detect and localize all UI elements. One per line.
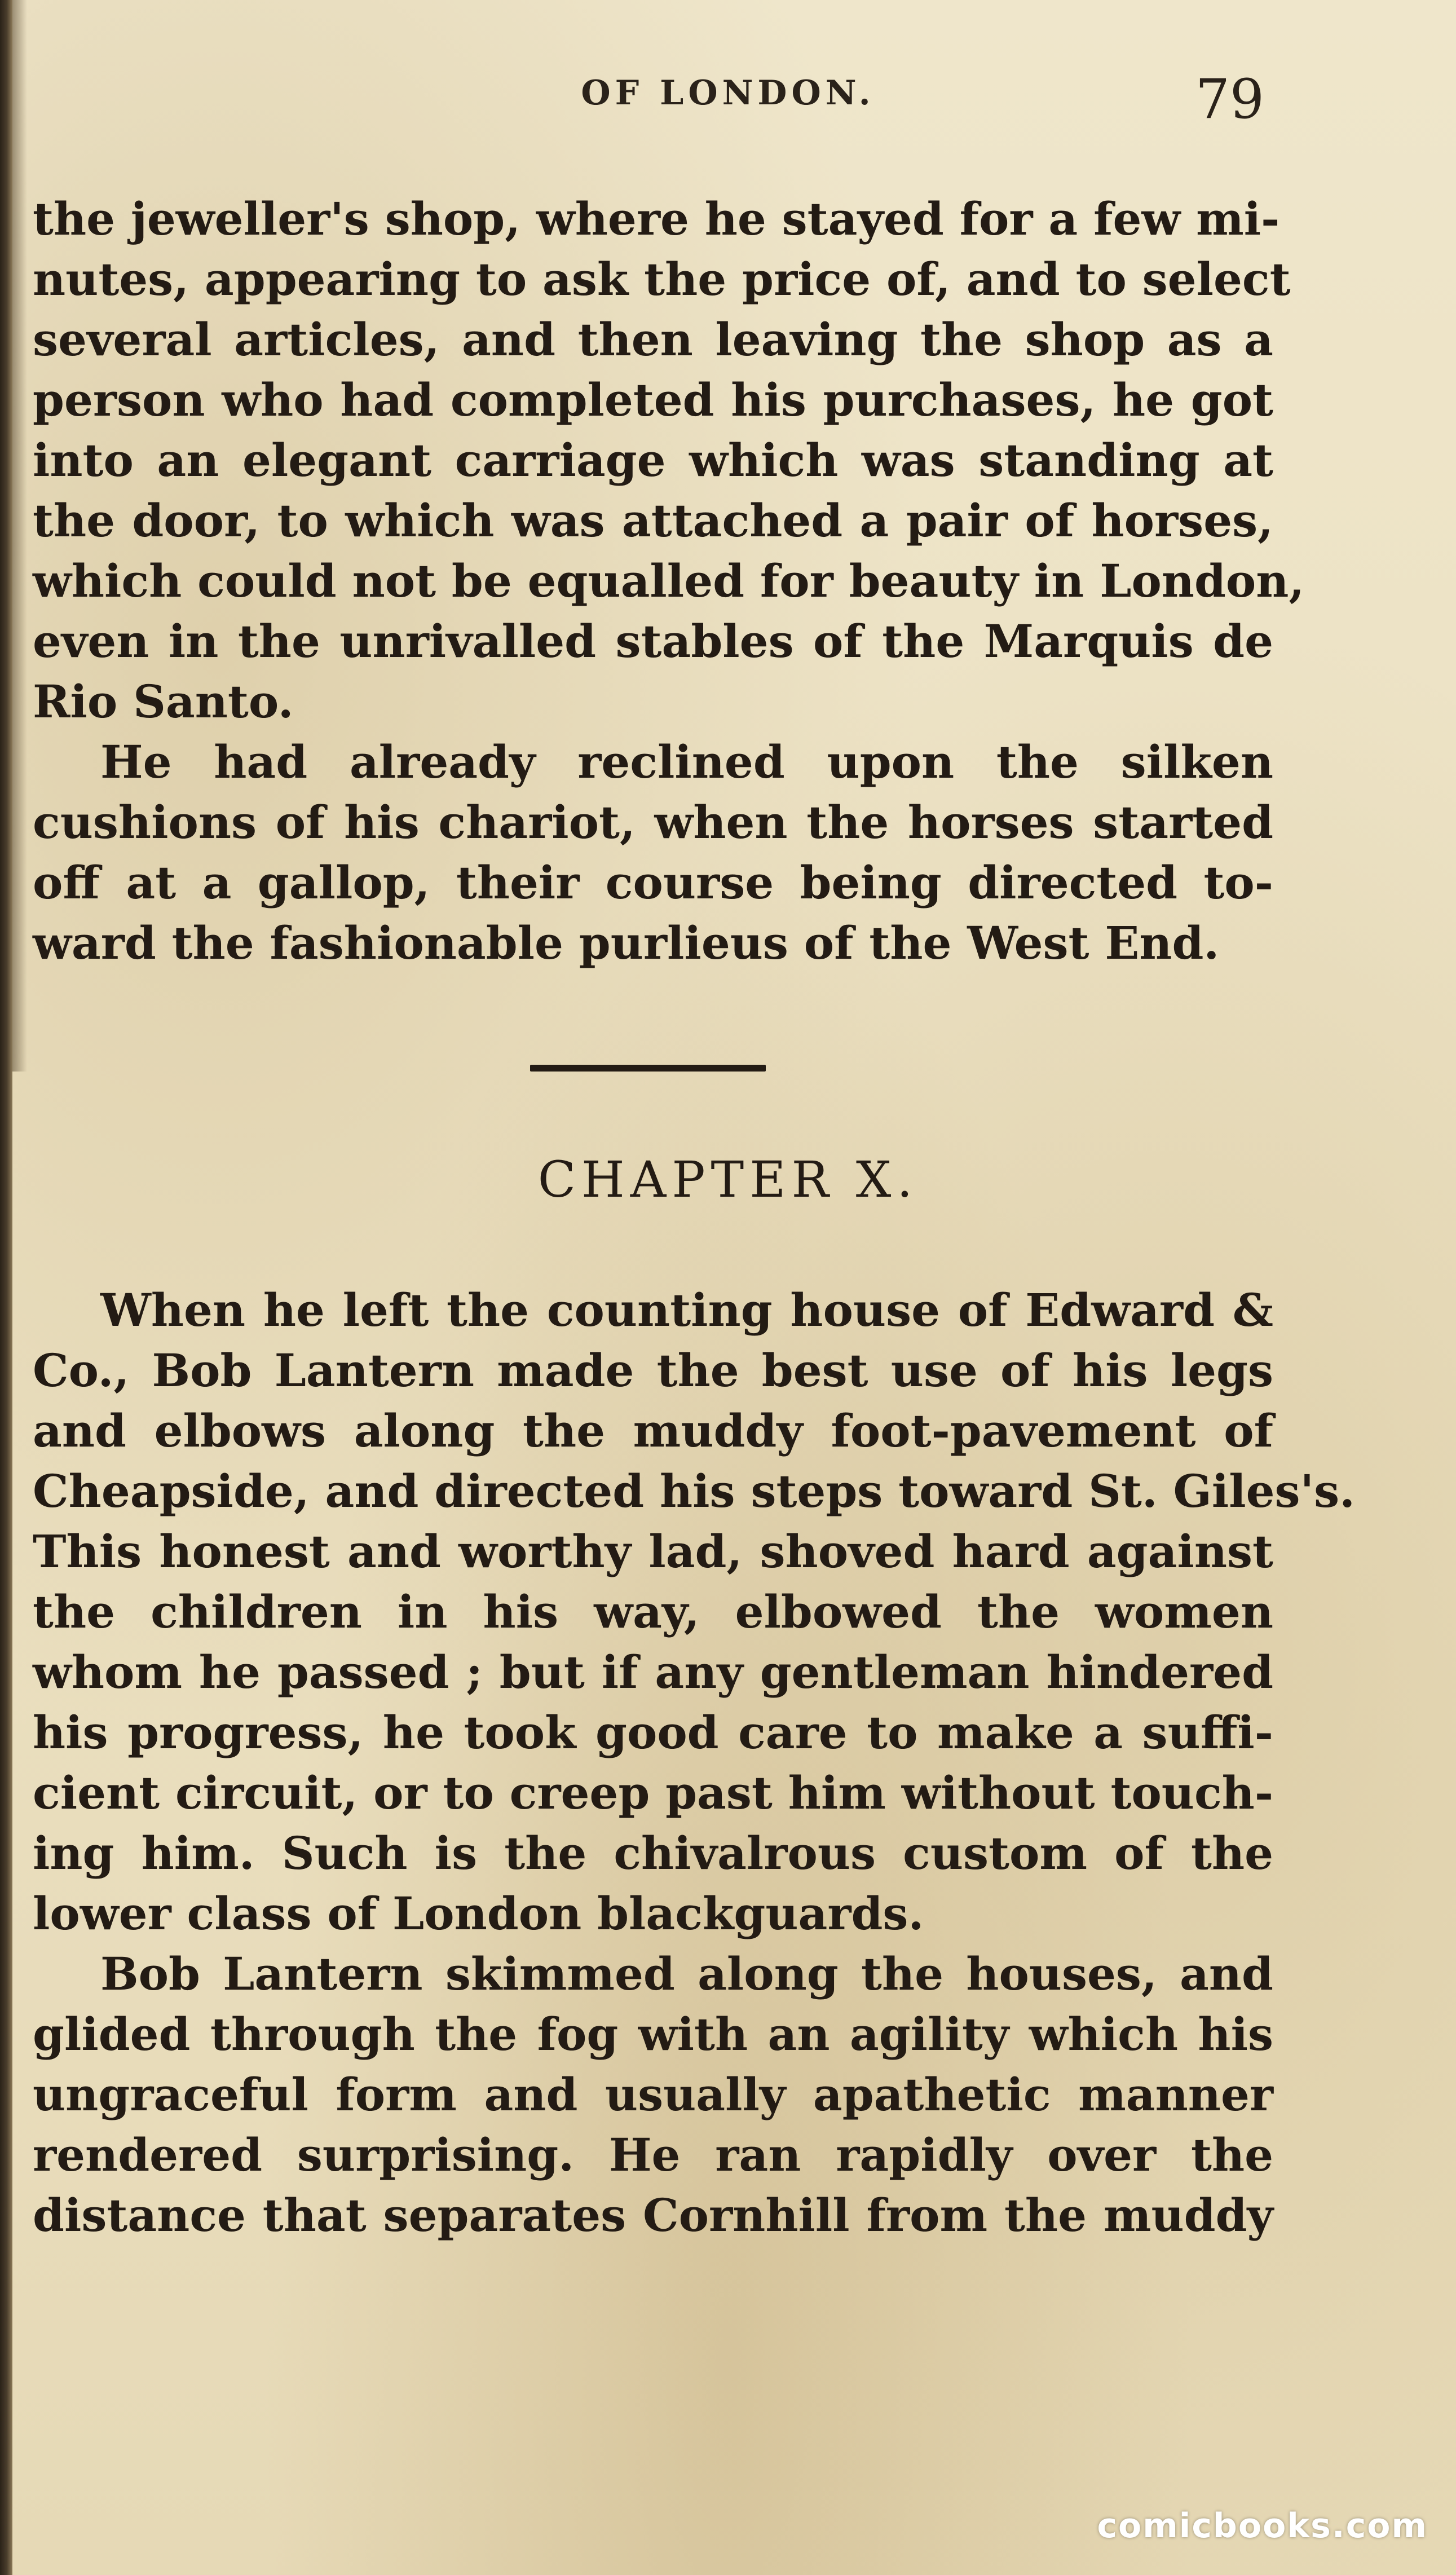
page-number: 79 <box>1195 68 1264 131</box>
text-line: Cheapside, and directed his steps toward St. Giles's. <box>33 1465 1355 1518</box>
text-block-chapter-ix-end <box>33 189 1305 973</box>
text-line: into an elegant carriage which was standing at <box>33 434 1273 487</box>
text-line: several articles, and then leaving the shop as a <box>33 313 1273 366</box>
running-header <box>0 68 1456 131</box>
text-line: the door, to which was attached a pair of horses, <box>33 494 1273 547</box>
text-line: even in the unrivalled stables of the Marquis de <box>33 615 1273 668</box>
section-divider-rule <box>530 1065 766 1072</box>
text-line: person who had completed his purchases, he got <box>33 373 1273 426</box>
chapter-heading: CHAPTER X. <box>537 1150 919 1209</box>
paragraph-start-line: Bob Lantern skimmed along the houses, and <box>100 1947 1273 2000</box>
text-line: nutes, appearing to ask the price of, and to select <box>33 253 1291 306</box>
text-line: the children in his way, elbowed the women <box>33 1585 1273 1638</box>
paragraph-start-line: He had already reclined upon the silken <box>100 735 1273 788</box>
text-line: This honest and worthy lad, shoved hard against <box>33 1525 1273 1578</box>
text-line: cient circuit, or to creep past him without touch- <box>33 1766 1274 1819</box>
text-line: the jeweller's shop, where he stayed for a few mi- <box>33 192 1280 245</box>
text-line: lower class of London blackguards. <box>33 1887 924 1940</box>
text-line: ing him. Such is the chivalrous custom of the <box>33 1827 1273 1880</box>
text-line: cushions of his chariot, when the horses started <box>33 796 1273 849</box>
text-line: Co., Bob Lantern made the best use of his legs <box>33 1344 1273 1397</box>
text-line: distance that separates Cornhill from the muddy <box>33 2189 1273 2242</box>
text-block-chapter-x <box>33 1280 1355 2246</box>
text-line: rendered surprising. He ran rapidly over the <box>33 2128 1273 2181</box>
paragraph-start-line: When he left the counting house of Edward & <box>100 1284 1273 1337</box>
text-line: whom he passed ; but if any gentleman hindered <box>33 1646 1273 1699</box>
running-title: OF LONDON. <box>581 73 875 113</box>
site-watermark: comicbooks.com <box>1097 2506 1428 2546</box>
text-line: glided through the fog with an agility which his <box>33 2008 1273 2061</box>
book-spine-edge <box>0 0 12 2575</box>
text-line: ungraceful form and usually apathetic manner <box>33 2068 1273 2121</box>
text-line: off at a gallop, their course being directed to- <box>33 856 1273 909</box>
text-line: ward the fashionable purlieus of the West End. <box>33 916 1220 969</box>
text-line: and elbows along the muddy foot-pavement of <box>33 1404 1273 1457</box>
text-line: Rio Santo. <box>33 675 294 728</box>
text-line: his progress, he took good care to make a suffi- <box>33 1706 1273 1759</box>
text-line: which could not be equalled for beauty in London, <box>33 554 1305 607</box>
book-gutter-shadow <box>12 0 27 1072</box>
